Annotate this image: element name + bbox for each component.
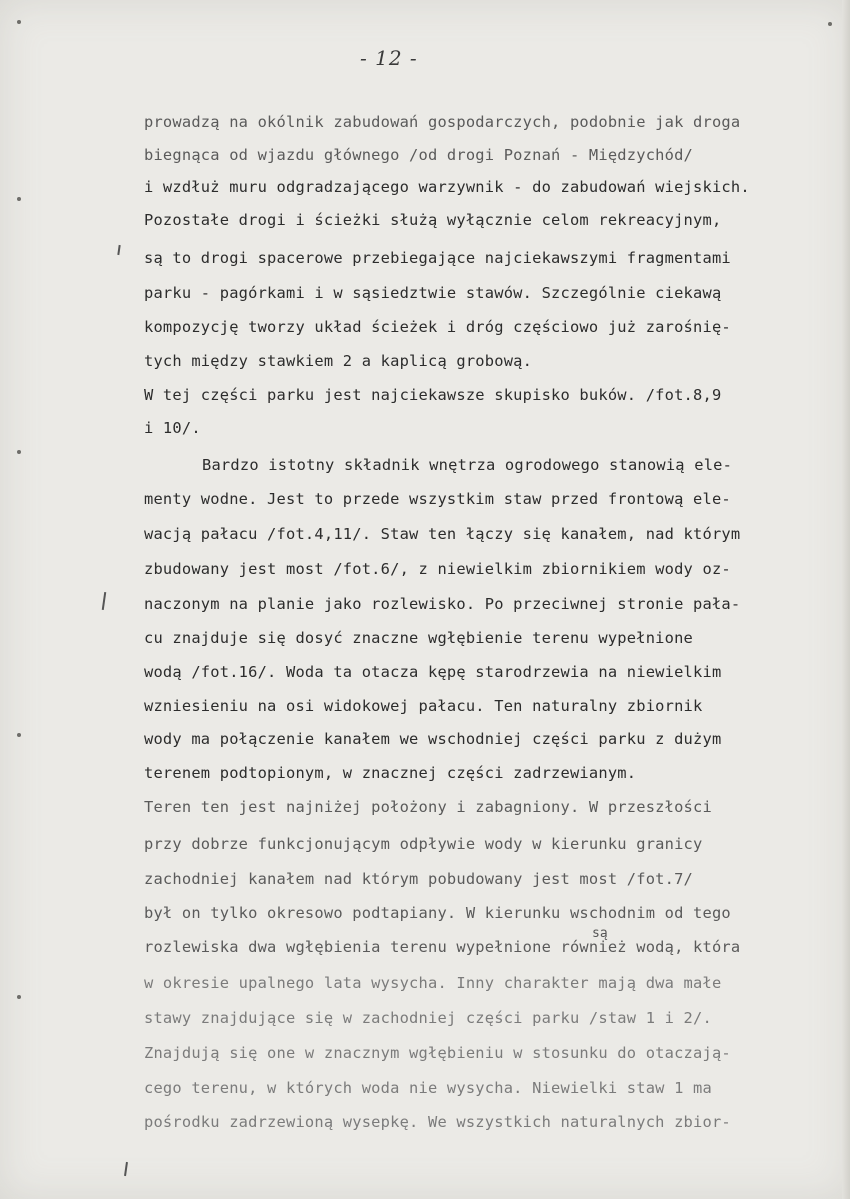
text-line: są to drogi spacerowe przebiegające najciekawszymi fragmentami (144, 249, 731, 267)
text-line: wzniesieniu na osi widokowej pałacu. Ten naturalny zbiornik (144, 697, 703, 715)
text-line: Bardzo istotny składnik wnętrza ogrodowego stanowią ele- (202, 456, 733, 474)
text-line: naczonym na planie jako rozlewisko. Po przeciwnej stronie pała- (144, 595, 741, 613)
text-line: wody ma połączenie kanałem we wschodniej części parku z dużym (144, 730, 722, 748)
binding-hole (828, 22, 832, 26)
binding-hole (17, 20, 21, 24)
text-line: tych między stawkiem 2 a kaplicą grobową. (144, 352, 533, 370)
binding-hole (17, 995, 21, 999)
text-line: Znajdują się one w znacznym wgłębieniu w stosunku do otaczają- (144, 1044, 731, 1062)
page-edge (842, 0, 850, 1199)
text-line: biegnąca od wjazdu głównego /od drogi Poznań - Międzychód/ (144, 146, 694, 164)
text-line: cego terenu, w których woda nie wysycha. Niewielki staw 1 ma (144, 1079, 712, 1097)
text-line: i wzdłuż muru odgradzającego warzywnik - do zabudowań wiejskich. (144, 178, 750, 196)
text-line: i 10/. (144, 419, 201, 437)
text-line: rozlewiska dwa wgłębienia terenu wypełnione również wodą, która (144, 938, 741, 956)
text-line: Pozostałe drogi i ścieżki służą wyłącznie celom rekreacyjnym, (144, 211, 722, 229)
text-line: W tej części parku jest najciekawsze skupisko buków. /fot.8,9 (144, 386, 722, 404)
handwritten-insert: są (592, 926, 608, 941)
page-number: - 12 - (360, 46, 418, 70)
text-line: zbudowany jest most /fot.6/, z niewielkim zbiornikiem wody oz- (144, 560, 731, 578)
binding-hole (17, 733, 21, 737)
text-line: w okresie upalnego lata wysycha. Inny charakter mają dwa małe (144, 974, 722, 992)
text-line: pośrodku zadrzewioną wysepkę. We wszystkich naturalnych zbior- (144, 1113, 731, 1131)
text-line: Teren ten jest najniżej położony i zabagniony. W przeszłości (144, 798, 712, 816)
text-line: zachodniej kanałem nad którym pobudowany jest most /fot.7/ (144, 870, 694, 888)
binding-hole (17, 450, 21, 454)
text-line: terenem podtopionym, w znacznej części zadrzewianym. (144, 764, 637, 782)
text-line: kompozycję tworzy układ ścieżek i dróg częściowo już zarośnię- (144, 318, 731, 336)
text-line: stawy znajdujące się w zachodniej części parku /staw 1 i 2/. (144, 1009, 712, 1027)
text-line: cu znajduje się dosyć znaczne wgłębienie terenu wypełnione (144, 629, 694, 647)
text-line: był on tylko okresowo podtapiany. W kierunku wschodnim od tego (144, 904, 731, 922)
text-line: parku - pagórkami i w sąsiedztwie stawów. Szczególnie ciekawą (144, 284, 722, 302)
binding-hole (17, 197, 21, 201)
text-line: wacją pałacu /fot.4,11/. Staw ten łączy się kanałem, nad którym (144, 525, 741, 543)
text-line: menty wodne. Jest to przede wszystkim staw przed frontową ele- (144, 490, 731, 508)
text-line: przy dobrze funkcjonującym odpływie wody w kierunku granicy (144, 835, 703, 853)
text-line: prowadzą na okólnik zabudowań gospodarczych, podobnie jak droga (144, 113, 741, 131)
text-line: wodą /fot.16/. Woda ta otacza kępę starodrzewia na niewielkim (144, 663, 722, 681)
